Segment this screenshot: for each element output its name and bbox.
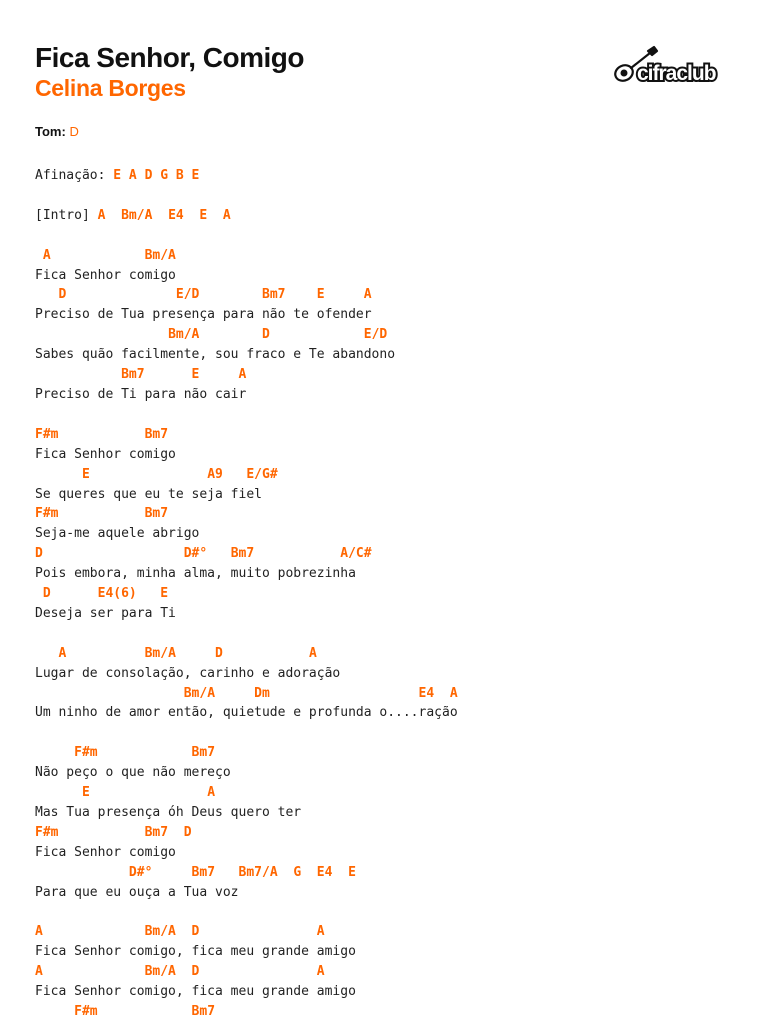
chord[interactable]: A (449, 685, 458, 701)
chord[interactable]: D (191, 964, 200, 980)
chord[interactable]: A (308, 645, 317, 661)
chord[interactable]: E/G# (246, 466, 278, 482)
cifraclub-logo[interactable] (610, 44, 722, 88)
chord[interactable]: Bm/A (144, 247, 176, 263)
chord[interactable]: E (191, 367, 200, 383)
chord[interactable]: A (363, 287, 372, 303)
lyric-line: Fica Senhor comigo (35, 267, 176, 283)
chord[interactable]: Bm7 (144, 426, 169, 442)
chord-line (35, 546, 372, 561)
chord-line (35, 745, 215, 760)
chord[interactable]: D (35, 546, 43, 562)
lyric-line: Um ninho de amor então, quietude e profunda o....ração (35, 705, 458, 721)
chord[interactable]: D (215, 645, 223, 661)
key-value[interactable]: D (69, 124, 79, 139)
chord[interactable]: F#m (74, 1004, 98, 1020)
chord[interactable]: Bm/A (144, 964, 176, 980)
chord[interactable]: E4(6) (97, 586, 137, 602)
chord[interactable]: Bm7 (144, 824, 169, 840)
chord[interactable]: D#° (128, 864, 153, 880)
chord[interactable]: E/D (175, 287, 200, 303)
chord-line (35, 825, 192, 840)
chord[interactable]: A (42, 247, 51, 263)
chord[interactable]: E (348, 864, 356, 880)
chord[interactable]: Bm7 (230, 546, 255, 562)
chord-line (35, 964, 325, 979)
chord[interactable]: A9 (207, 466, 223, 482)
artist-name: Celina Borges (35, 75, 186, 101)
lyric-line: Preciso de Ti para não cair (35, 386, 247, 402)
chord[interactable]: A/C# (340, 546, 372, 562)
chord-line (35, 646, 317, 661)
chord[interactable]: Bm7 (191, 745, 216, 761)
chord-line (35, 327, 387, 342)
chord[interactable]: F#m (35, 506, 59, 522)
chord[interactable]: Bm7 (144, 506, 169, 522)
cifraclub-logo-text: cifraclub (637, 62, 716, 85)
lyric-line: Fica Senhor comigo (35, 446, 176, 462)
key-info (35, 124, 79, 140)
lyric-line: Fica Senhor comigo, fica meu grande amigo (35, 984, 356, 1000)
chord-line (35, 367, 246, 382)
chord[interactable]: F#m (74, 745, 98, 761)
chord[interactable]: E (81, 466, 90, 482)
chord-line (35, 467, 278, 482)
lyric-line: Sabes quão facilmente, sou fraco e Te abandono (35, 347, 396, 363)
lyric-line: Preciso de Tua presença para não te ofender (35, 307, 372, 323)
chord[interactable]: D (183, 824, 192, 840)
chord-line (35, 1004, 215, 1019)
chord-sheet (35, 166, 458, 1022)
chord[interactable]: E (316, 287, 325, 303)
chord[interactable]: D (42, 586, 51, 602)
chord-line (35, 785, 215, 800)
lyric-line: Para que eu ouça a Tua voz (35, 884, 239, 900)
chord[interactable]: E/D (363, 327, 388, 343)
chord[interactable]: E (160, 586, 169, 602)
tuning-label: Afinação: (35, 168, 106, 183)
chord[interactable]: E4 (168, 207, 184, 223)
chord-line (35, 506, 168, 521)
chord[interactable]: F#m (35, 426, 59, 442)
chord-line (35, 287, 372, 302)
chord[interactable]: D (262, 327, 270, 343)
chord[interactable]: D (191, 924, 200, 940)
chord[interactable]: A (222, 207, 231, 223)
chord[interactable]: A (35, 964, 43, 980)
chord-line (35, 427, 168, 442)
chord[interactable]: Dm (254, 685, 270, 701)
chord[interactable]: Bm/A (183, 685, 216, 701)
chord[interactable]: F#m (35, 824, 59, 840)
chord[interactable]: Bm7 (121, 367, 145, 383)
chord[interactable]: E (81, 785, 90, 801)
sheet-lines (35, 208, 458, 1019)
key-label: Tom: (35, 124, 66, 139)
chord[interactable]: A (58, 645, 67, 661)
tuning-value: E A D G B E (113, 168, 200, 183)
chord[interactable]: E4 (418, 685, 435, 701)
chord[interactable]: D#° (183, 546, 208, 562)
chord[interactable]: Bm/A (121, 207, 153, 223)
chord-line (35, 586, 168, 601)
lyric-line: Fica Senhor comigo (35, 844, 176, 860)
lyric-line: Pois embora, minha alma, muito pobrezinha (35, 566, 356, 582)
chord[interactable]: E4 (316, 864, 333, 880)
chord[interactable]: Bm7 (191, 1004, 216, 1020)
chord-line (35, 248, 176, 263)
chord[interactable]: A (316, 924, 325, 940)
lyric-line: Se queres que eu te seja fiel (35, 486, 262, 502)
chord[interactable]: Bm7/A (238, 864, 278, 880)
chord[interactable]: Bm/A (144, 645, 176, 661)
lyric-line: Não peço o que não mereço (35, 765, 231, 781)
lyric-line: Seja-me aquele abrigo (35, 526, 200, 542)
chord[interactable]: A (238, 367, 247, 383)
chord[interactable]: A (207, 785, 216, 801)
lyric-line: Fica Senhor comigo, fica meu grande amigo (35, 944, 356, 960)
chord[interactable]: E (199, 207, 208, 223)
chord-line: [Intro] A Bm/A E4 E A (35, 207, 231, 223)
chord[interactable]: D (58, 287, 67, 303)
song-title: Fica Senhor, Comigo (35, 42, 304, 73)
chord[interactable]: Bm/A (168, 327, 200, 343)
chord[interactable]: Bm7 (262, 287, 286, 303)
chord[interactable]: Bm7 (191, 864, 216, 880)
chord-line (35, 865, 356, 880)
chord[interactable]: A (316, 964, 325, 980)
chord-line (35, 924, 325, 939)
lyric-line: Lugar de consolação, carinho e adoração (35, 665, 341, 681)
chord-line (35, 686, 458, 701)
chord[interactable]: A (35, 924, 43, 940)
chord[interactable]: A (97, 207, 106, 223)
chord[interactable]: G (293, 864, 302, 880)
chord[interactable]: Bm/A (144, 924, 176, 940)
lyric-line: Mas Tua presença óh Deus quero ter (35, 805, 302, 820)
lyric-line: Deseja ser para Ti (35, 605, 176, 621)
